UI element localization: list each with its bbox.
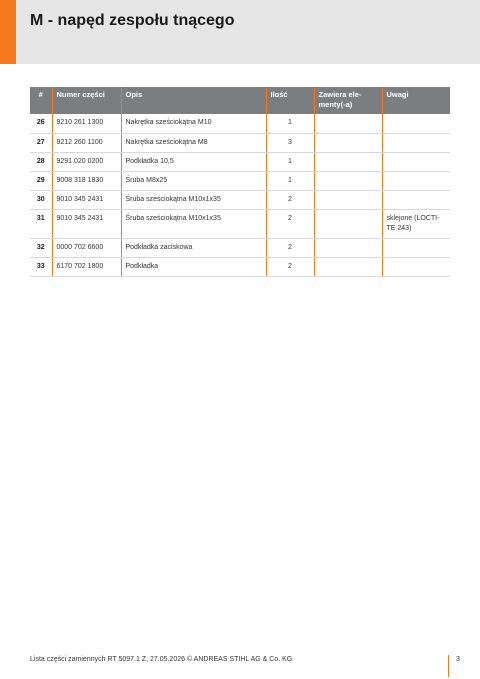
cell-quantity: 2 — [266, 209, 314, 238]
cell-contains — [314, 238, 382, 257]
cell-num: 29 — [30, 171, 52, 190]
cell-part-number: 6170 702 1800 — [52, 257, 121, 276]
cell-notes — [382, 238, 450, 257]
cell-notes — [382, 152, 450, 171]
header-band — [0, 0, 480, 64]
cell-quantity: 2 — [266, 190, 314, 209]
parts-table — [30, 87, 450, 277]
cell-notes — [382, 257, 450, 276]
cell-contains — [314, 190, 382, 209]
cell-description: Nakrętka sześciokątna M8 — [121, 133, 266, 152]
cell-contains — [314, 133, 382, 152]
table-header-row — [30, 87, 450, 114]
cell-part-number: 9010 345 2431 — [52, 190, 121, 209]
footer-text: Lista części zamiennych RT 5097.1 Z, 27.05.2026 © ANDREAS STIHL AG & Co. KG — [30, 656, 293, 663]
cell-part-number: 9291 020 0200 — [52, 152, 121, 171]
cell-notes — [382, 190, 450, 209]
cell-description: Podkładka — [121, 257, 266, 276]
cell-num: 33 — [30, 257, 52, 276]
header-part-number: Numer części — [52, 87, 121, 114]
cell-quantity: 1 — [266, 171, 314, 190]
cell-quantity: 1 — [266, 152, 314, 171]
cell-notes — [382, 114, 450, 133]
cell-num: 28 — [30, 152, 52, 171]
cell-quantity: 3 — [266, 133, 314, 152]
cell-part-number: 9210 261 1300 — [52, 114, 121, 133]
header-num: # — [30, 87, 52, 114]
header-notes: Uwagi — [382, 87, 450, 114]
table-row — [30, 152, 450, 171]
page-number: 3 — [456, 656, 460, 663]
cell-num: 31 — [30, 209, 52, 238]
cell-description: Śruba sześciokątna M10x1x35 — [121, 190, 266, 209]
cell-description: Podkładka 10,5 — [121, 152, 266, 171]
table-row — [30, 209, 450, 238]
cell-part-number: 9010 345 2431 — [52, 209, 121, 238]
cell-description: Śruba sześciokątna M10x1x35 — [121, 209, 266, 238]
cell-part-number: 9212 260 1100 — [52, 133, 121, 152]
header-accent-bar — [0, 0, 16, 64]
footer-divider — [448, 655, 449, 677]
table-row — [30, 114, 450, 133]
table-row — [30, 133, 450, 152]
cell-notes — [382, 171, 450, 190]
table-row — [30, 257, 450, 276]
header-description: Opis — [121, 87, 266, 114]
cell-part-number: 9008 318 1830 — [52, 171, 121, 190]
cell-contains — [314, 257, 382, 276]
cell-part-number: 0000 702 6600 — [52, 238, 121, 257]
cell-num: 26 — [30, 114, 52, 133]
table-row — [30, 238, 450, 257]
cell-num: 32 — [30, 238, 52, 257]
cell-notes: sklejone (LOCTI- TE 243) — [382, 209, 450, 238]
cell-description: Podkładka zaciskowa — [121, 238, 266, 257]
cell-notes — [382, 133, 450, 152]
page-title: M - napęd zespołu tnącego — [30, 12, 235, 29]
cell-num: 30 — [30, 190, 52, 209]
cell-contains — [314, 171, 382, 190]
header-contains: Zawiera ele- menty(-a) — [314, 87, 382, 114]
cell-contains — [314, 209, 382, 238]
table-row — [30, 190, 450, 209]
cell-contains — [314, 114, 382, 133]
cell-quantity: 2 — [266, 257, 314, 276]
header-quantity: Ilość — [266, 87, 314, 114]
cell-quantity: 2 — [266, 238, 314, 257]
cell-contains — [314, 152, 382, 171]
cell-description: Śruba M8x25 — [121, 171, 266, 190]
cell-description: Nakrętka sześciokątna M10 — [121, 114, 266, 133]
cell-num: 27 — [30, 133, 52, 152]
cell-quantity: 1 — [266, 114, 314, 133]
table-row — [30, 171, 450, 190]
